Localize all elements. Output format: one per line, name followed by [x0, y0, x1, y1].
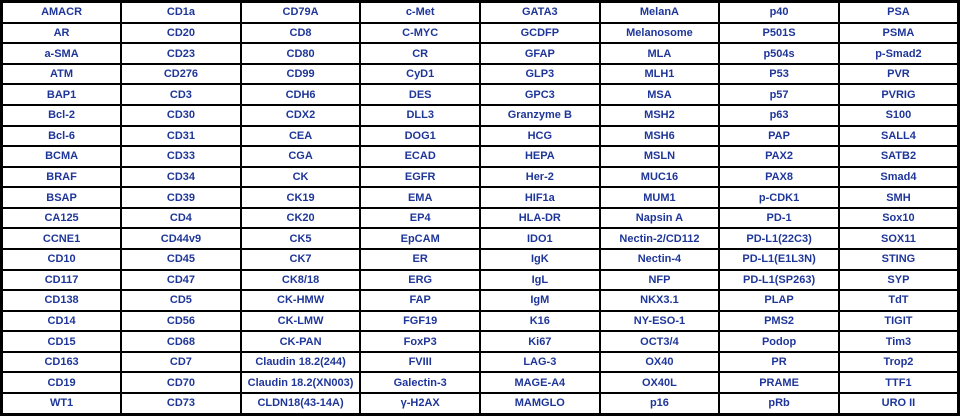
- marker-cell: HLA-DR: [480, 208, 600, 229]
- marker-cell: PLAP: [719, 290, 839, 311]
- table-row: [2, 43, 959, 64]
- marker-cell: c-Met: [360, 2, 480, 23]
- marker-cell: PD-L1(22C3): [719, 228, 839, 249]
- marker-cell: MSA: [600, 84, 720, 105]
- marker-cell: CD68: [121, 331, 241, 352]
- marker-cell: TdT: [839, 290, 959, 311]
- marker-cell: CA125: [2, 208, 122, 229]
- marker-cell: CK-HMW: [241, 290, 361, 311]
- marker-cell: S100: [839, 105, 959, 126]
- marker-cell: HCG: [480, 126, 600, 147]
- marker-cell: SMH: [839, 187, 959, 208]
- marker-cell: PD-L1(SP263): [719, 270, 839, 291]
- marker-cell: γ-H2AX: [360, 393, 480, 415]
- table-row: [2, 187, 959, 208]
- marker-cell: PMS2: [719, 311, 839, 332]
- marker-cell: PSA: [839, 2, 959, 23]
- marker-cell: FoxP3: [360, 331, 480, 352]
- marker-cell: BRAF: [2, 167, 122, 188]
- marker-cell: CD276: [121, 64, 241, 85]
- marker-cell: DES: [360, 84, 480, 105]
- marker-cell: CK7: [241, 249, 361, 270]
- marker-cell: Tim3: [839, 331, 959, 352]
- marker-cell: CD117: [2, 270, 122, 291]
- table-row: [2, 105, 959, 126]
- marker-cell: NY-ESO-1: [600, 311, 720, 332]
- marker-cell: GLP3: [480, 64, 600, 85]
- marker-cell: Trop2: [839, 352, 959, 373]
- marker-cell: CD44v9: [121, 228, 241, 249]
- marker-cell: CD1a: [121, 2, 241, 23]
- table-row: [2, 146, 959, 167]
- table-row: [2, 290, 959, 311]
- marker-cell: NKX3.1: [600, 290, 720, 311]
- marker-cell: Nectin-2/CD112: [600, 228, 720, 249]
- marker-cell: CD79A: [241, 2, 361, 23]
- marker-cell: CDX2: [241, 105, 361, 126]
- table-row: [2, 23, 959, 44]
- marker-cell: CD23: [121, 43, 241, 64]
- marker-cell: CK: [241, 167, 361, 188]
- marker-cell: CD73: [121, 393, 241, 415]
- marker-cell: CD45: [121, 249, 241, 270]
- table-row: [2, 64, 959, 85]
- marker-cell: p63: [719, 105, 839, 126]
- table-row: [2, 228, 959, 249]
- marker-cell: FAP: [360, 290, 480, 311]
- marker-cell: C-MYC: [360, 23, 480, 44]
- table-row: [2, 331, 959, 352]
- marker-cell: CD31: [121, 126, 241, 147]
- marker-cell: CD99: [241, 64, 361, 85]
- marker-cell: a-SMA: [2, 43, 122, 64]
- marker-cell: MUC16: [600, 167, 720, 188]
- marker-cell: CD7: [121, 352, 241, 373]
- marker-cell: DOG1: [360, 126, 480, 147]
- table-row: [2, 352, 959, 373]
- marker-cell: CD14: [2, 311, 122, 332]
- marker-cell: Melanosome: [600, 23, 720, 44]
- marker-cell: AMACR: [2, 2, 122, 23]
- marker-cell: p16: [600, 393, 720, 415]
- marker-cell: PRAME: [719, 372, 839, 393]
- marker-cell: CD3: [121, 84, 241, 105]
- marker-cell: CD8: [241, 23, 361, 44]
- marker-cell: Granzyme B: [480, 105, 600, 126]
- marker-cell: CD80: [241, 43, 361, 64]
- marker-cell: EpCAM: [360, 228, 480, 249]
- table-row: [2, 393, 959, 415]
- marker-cell: CEA: [241, 126, 361, 147]
- marker-cell: CD70: [121, 372, 241, 393]
- marker-cell: CD47: [121, 270, 241, 291]
- marker-cell: PR: [719, 352, 839, 373]
- marker-cell: CR: [360, 43, 480, 64]
- marker-cell: p40: [719, 2, 839, 23]
- marker-cell: CD39: [121, 187, 241, 208]
- marker-cell: FGF19: [360, 311, 480, 332]
- marker-cell: AR: [2, 23, 122, 44]
- marker-cell: GPC3: [480, 84, 600, 105]
- marker-cell: CK8/18: [241, 270, 361, 291]
- marker-cell: OX40L: [600, 372, 720, 393]
- marker-cell: Smad4: [839, 167, 959, 188]
- table-row: [2, 249, 959, 270]
- marker-table-body: [2, 2, 959, 415]
- marker-cell: OCT3/4: [600, 331, 720, 352]
- marker-cell: CD10: [2, 249, 122, 270]
- marker-cell: TTF1: [839, 372, 959, 393]
- marker-cell: IgL: [480, 270, 600, 291]
- marker-cell: CLDN18(43-14A): [241, 393, 361, 415]
- marker-cell: Galectin-3: [360, 372, 480, 393]
- table-row: [2, 311, 959, 332]
- marker-cell: OX40: [600, 352, 720, 373]
- marker-cell: CD5: [121, 290, 241, 311]
- marker-cell: CD4: [121, 208, 241, 229]
- marker-cell: Claudin 18.2(244): [241, 352, 361, 373]
- marker-cell: PAX2: [719, 146, 839, 167]
- marker-cell: MLA: [600, 43, 720, 64]
- marker-cell: CK-PAN: [241, 331, 361, 352]
- marker-cell: PSMA: [839, 23, 959, 44]
- marker-cell: ER: [360, 249, 480, 270]
- marker-cell: IgM: [480, 290, 600, 311]
- marker-cell: MLH1: [600, 64, 720, 85]
- marker-cell: CD163: [2, 352, 122, 373]
- marker-cell: CD30: [121, 105, 241, 126]
- marker-cell: CyD1: [360, 64, 480, 85]
- marker-cell: MSH2: [600, 105, 720, 126]
- marker-cell: BAP1: [2, 84, 122, 105]
- marker-cell: BSAP: [2, 187, 122, 208]
- marker-cell: CD19: [2, 372, 122, 393]
- marker-cell: HIF1a: [480, 187, 600, 208]
- marker-cell: Sox10: [839, 208, 959, 229]
- marker-cell: MAMGLO: [480, 393, 600, 415]
- marker-cell: CD138: [2, 290, 122, 311]
- table-row: [2, 2, 959, 23]
- marker-cell: MSH6: [600, 126, 720, 147]
- marker-cell: CD15: [2, 331, 122, 352]
- table-row: [2, 270, 959, 291]
- marker-cell: PD-1: [719, 208, 839, 229]
- marker-cell: ERG: [360, 270, 480, 291]
- marker-cell: LAG-3: [480, 352, 600, 373]
- marker-cell: EP4: [360, 208, 480, 229]
- marker-cell: TIGIT: [839, 311, 959, 332]
- marker-cell: Her-2: [480, 167, 600, 188]
- marker-cell: ECAD: [360, 146, 480, 167]
- marker-cell: CD34: [121, 167, 241, 188]
- marker-cell: EGFR: [360, 167, 480, 188]
- marker-cell: CK5: [241, 228, 361, 249]
- marker-cell: Ki67: [480, 331, 600, 352]
- marker-cell: PVR: [839, 64, 959, 85]
- table-row: [2, 372, 959, 393]
- marker-cell: WT1: [2, 393, 122, 415]
- marker-cell: CD20: [121, 23, 241, 44]
- marker-cell: P501S: [719, 23, 839, 44]
- marker-cell: PD-L1(E1L3N): [719, 249, 839, 270]
- table-row: [2, 167, 959, 188]
- marker-cell: SYP: [839, 270, 959, 291]
- marker-cell: ATM: [2, 64, 122, 85]
- table-row: [2, 126, 959, 147]
- marker-cell: CDH6: [241, 84, 361, 105]
- marker-cell: Bcl-6: [2, 126, 122, 147]
- marker-cell: CCNE1: [2, 228, 122, 249]
- marker-cell: SALL4: [839, 126, 959, 147]
- marker-cell: CD33: [121, 146, 241, 167]
- marker-cell: CK-LMW: [241, 311, 361, 332]
- marker-cell: MUM1: [600, 187, 720, 208]
- marker-cell: CGA: [241, 146, 361, 167]
- marker-cell: MSLN: [600, 146, 720, 167]
- marker-cell: IDO1: [480, 228, 600, 249]
- marker-cell: MelanA: [600, 2, 720, 23]
- marker-cell: pRb: [719, 393, 839, 415]
- marker-cell: GFAP: [480, 43, 600, 64]
- marker-cell: P53: [719, 64, 839, 85]
- marker-cell: IgK: [480, 249, 600, 270]
- marker-cell: NFP: [600, 270, 720, 291]
- marker-cell: p-CDK1: [719, 187, 839, 208]
- marker-cell: EMA: [360, 187, 480, 208]
- table-row: [2, 208, 959, 229]
- marker-cell: PVRIG: [839, 84, 959, 105]
- marker-cell: BCMA: [2, 146, 122, 167]
- marker-cell: GCDFP: [480, 23, 600, 44]
- marker-cell: CK20: [241, 208, 361, 229]
- marker-cell: DLL3: [360, 105, 480, 126]
- marker-cell: GATA3: [480, 2, 600, 23]
- table-row: [2, 84, 959, 105]
- marker-cell: p504s: [719, 43, 839, 64]
- marker-cell: K16: [480, 311, 600, 332]
- marker-cell: Napsin A: [600, 208, 720, 229]
- marker-cell: Claudin 18.2(XN003): [241, 372, 361, 393]
- marker-cell: STING: [839, 249, 959, 270]
- marker-cell: PAP: [719, 126, 839, 147]
- marker-cell: SATB2: [839, 146, 959, 167]
- marker-cell: Podop: [719, 331, 839, 352]
- marker-cell: FVIII: [360, 352, 480, 373]
- marker-cell: Nectin-4: [600, 249, 720, 270]
- marker-cell: MAGE-A4: [480, 372, 600, 393]
- marker-cell: p57: [719, 84, 839, 105]
- marker-cell: CD56: [121, 311, 241, 332]
- marker-cell: CK19: [241, 187, 361, 208]
- marker-cell: p-Smad2: [839, 43, 959, 64]
- marker-cell: URO II: [839, 393, 959, 415]
- marker-cell: Bcl-2: [2, 105, 122, 126]
- marker-cell: SOX11: [839, 228, 959, 249]
- marker-cell: PAX8: [719, 167, 839, 188]
- marker-cell: HEPA: [480, 146, 600, 167]
